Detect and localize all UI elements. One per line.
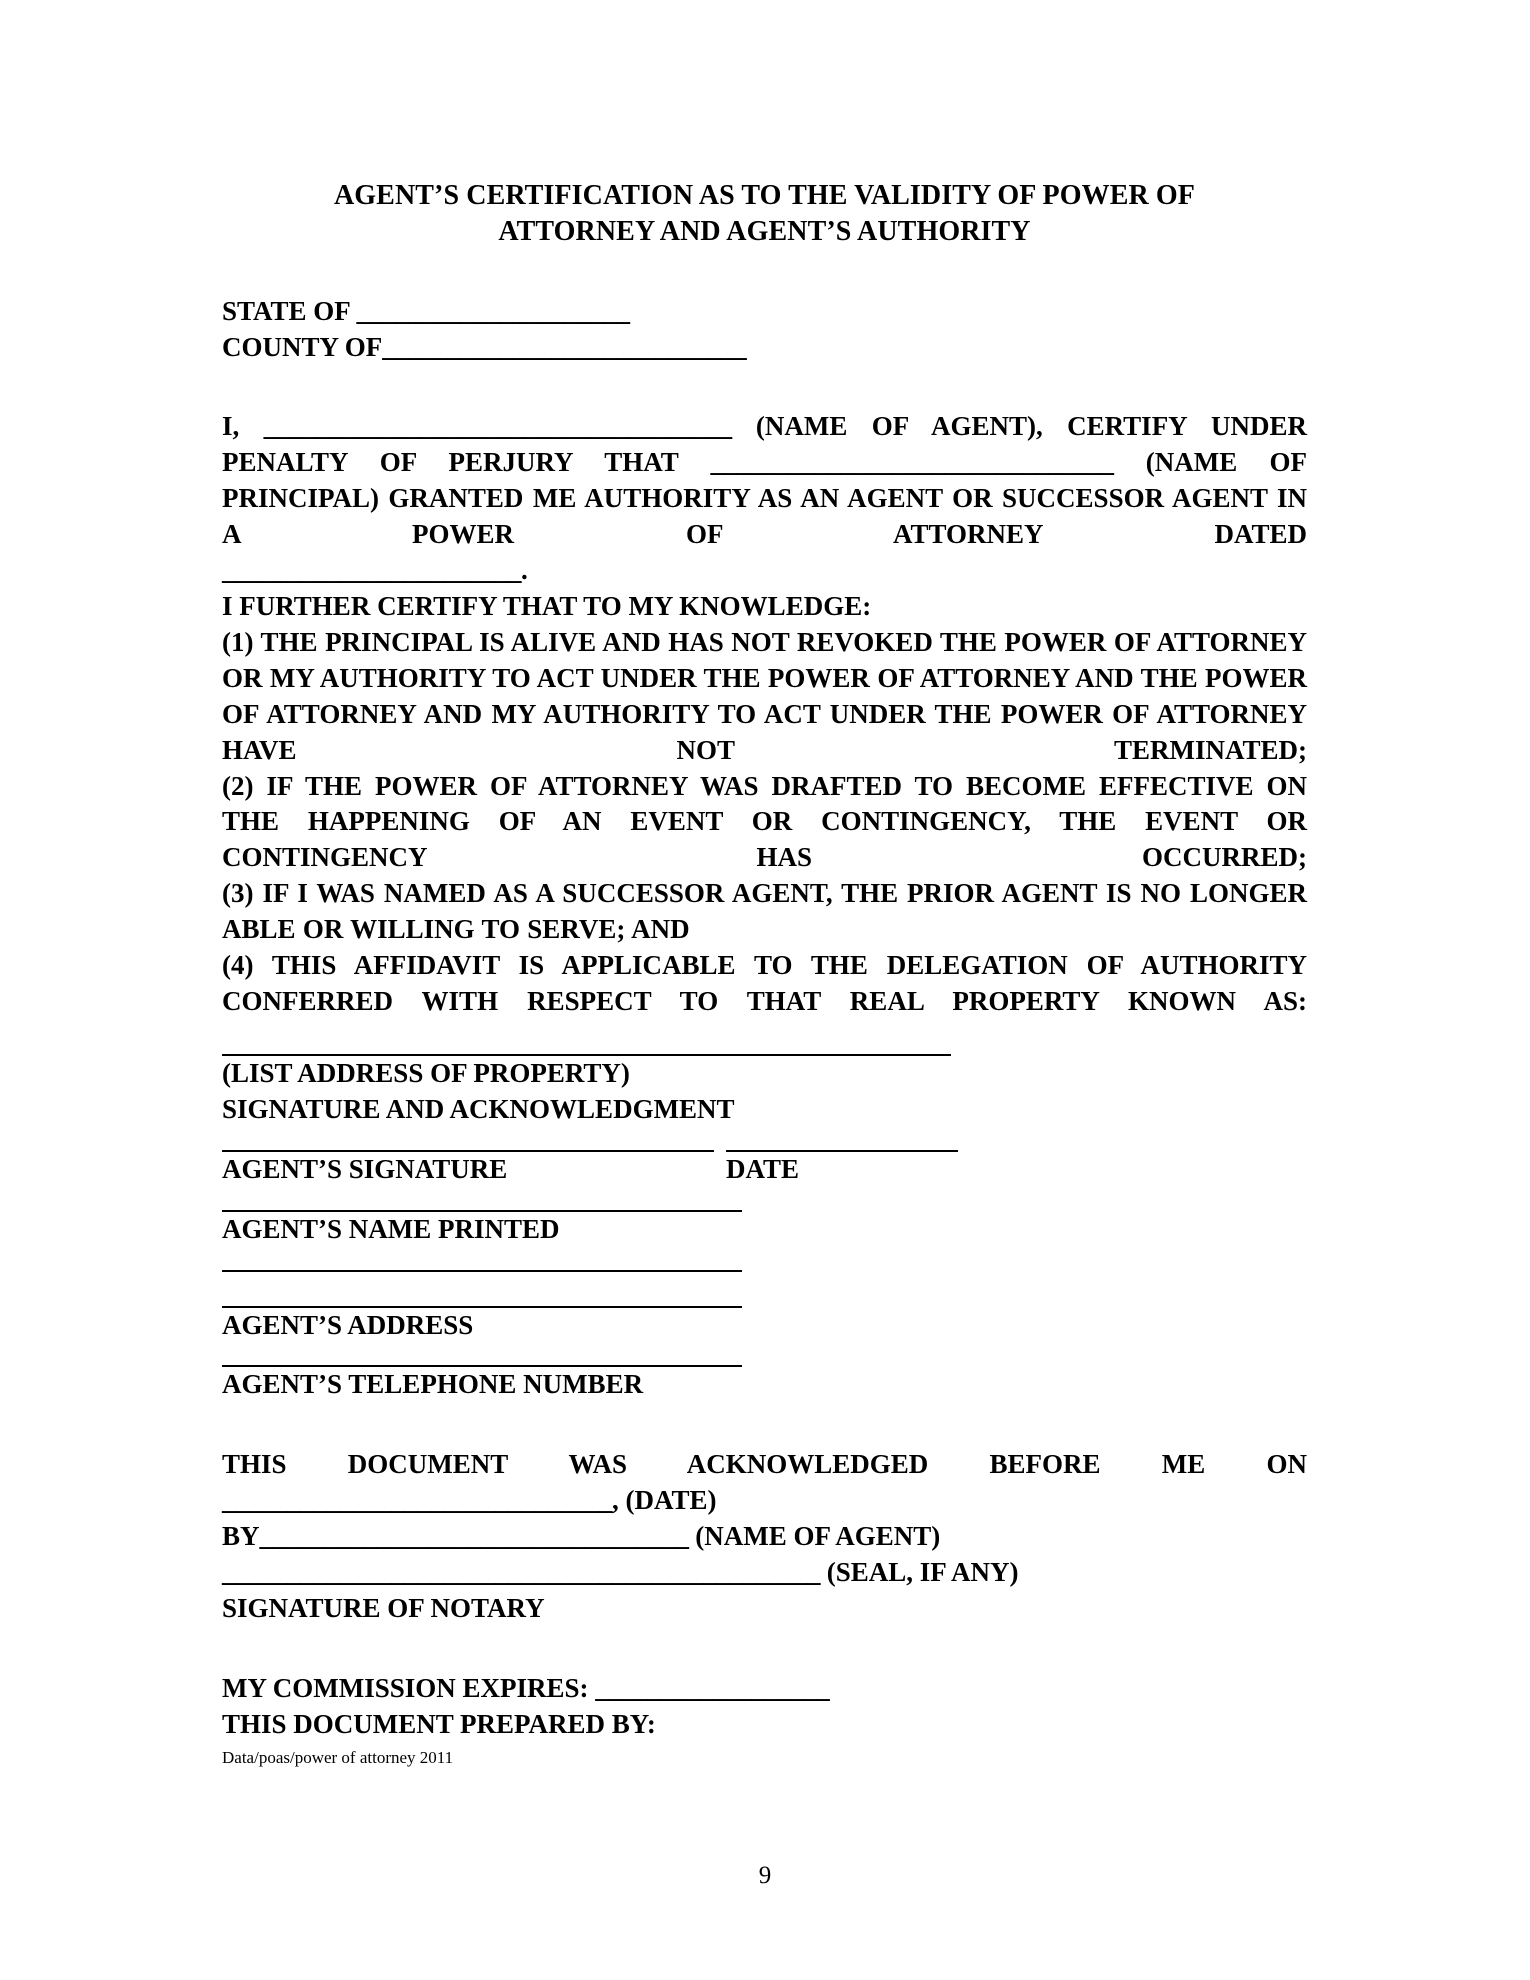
county-of-blank[interactable]: ____________________________	[382, 331, 747, 362]
acknowledgment-by-label: BY	[222, 1521, 260, 1552]
date-label: DATE	[726, 1153, 800, 1184]
seal-caption: (SEAL, IF ANY)	[826, 1557, 1019, 1588]
spacer	[222, 1020, 1307, 1054]
state-of-label: STATE OF	[222, 295, 357, 326]
title-line-2: ATTORNEY AND AGENT’S AUTHORITY	[498, 215, 1031, 247]
spacer	[222, 1343, 1307, 1365]
agent-address-label: AGENT’S ADDRESS	[222, 1309, 474, 1340]
commission-expires-line	[222, 1671, 1307, 1707]
agent-name-printed-label: AGENT’S NAME PRINTED	[222, 1213, 560, 1244]
notary-signature-label: SIGNATURE OF NOTARY	[222, 1592, 545, 1623]
acknowledgment-date-blank[interactable]: ______________________________	[222, 1485, 612, 1516]
title-line-1: AGENT’S CERTIFICATION AS TO THE VALIDITY OF POWER OF	[333, 180, 1195, 211]
power-of-attorney-date-blank[interactable]: _______________________	[222, 555, 521, 586]
acknowledgment-date-caption: , (DATE)	[612, 1485, 717, 1516]
prepared-by-label: THIS DOCUMENT PREPARED BY:	[222, 1708, 656, 1739]
date-period: .	[521, 555, 528, 586]
spacer	[222, 365, 1307, 409]
agent-name-blank[interactable]: ____________________________________	[263, 411, 732, 442]
spacer	[222, 1272, 1307, 1306]
state-of-line	[222, 294, 1307, 330]
certification-intro-prefix: I,	[222, 411, 240, 442]
spacer	[222, 250, 1307, 294]
page-number: 9	[758, 1862, 772, 1889]
acknowledgment-by-blank[interactable]: _________________________________	[259, 1521, 689, 1552]
spacer	[222, 1627, 1307, 1671]
notary-seal-line	[222, 1555, 1307, 1591]
power-of-attorney-date-line	[222, 553, 1307, 589]
spacer	[222, 1403, 1307, 1447]
county-of-label: COUNTY OF	[222, 331, 383, 362]
clause-1: (1) THE PRINCIPAL IS ALIVE AND HAS NOT REVOKED THE POWER OF ATTORNEY OR MY AUTHORITY TO ACT UNDER THE POWER OF ATTORNEY AND THE POWER OF ATTORNEY AND MY AUTHORITY TO ACT UNDER THE POWER OF ATTORNEY HAVE NOT TERMINATED;	[222, 626, 1307, 765]
state-of-blank[interactable]: _____________________	[356, 295, 630, 326]
certification-intro-after: (NAME OF AGENT), CERTIFY UNDER PENALTY OF PERJURY THAT	[222, 411, 1308, 478]
spacer	[222, 1248, 1307, 1270]
acknowledgment-date-line	[222, 1483, 1307, 1519]
agent-signature-label: AGENT’S SIGNATURE	[222, 1153, 508, 1184]
principal-name-blank[interactable]: _______________________________	[710, 447, 1114, 478]
spacer	[222, 1188, 1307, 1210]
county-of-line	[222, 330, 1307, 366]
certification-paragraph	[222, 409, 1307, 553]
clause-3: (3) IF I WAS NAMED AS A SUCCESSOR AGENT, THE PRIOR AGENT IS NO LONGER ABLE OR WILLING TO SERVE; AND	[222, 878, 1307, 945]
acknowledgment-lead-in: THIS DOCUMENT WAS ACKNOWLEDGED BEFORE ME ON	[222, 1449, 1307, 1480]
clause-4: (4) THIS AFFIDAVIT IS APPLICABLE TO THE DELEGATION OF AUTHORITY CONFERRED WITH RESPECT TO THAT REAL PROPERTY KNOWN AS:	[222, 950, 1307, 1016]
agent-telephone-label: AGENT’S TELEPHONE NUMBER	[222, 1369, 644, 1400]
signature-acknowledgment-heading: SIGNATURE AND ACKNOWLEDGMENT	[222, 1093, 735, 1124]
document-content	[222, 178, 1307, 1768]
further-certify-line: I FURTHER CERTIFY THAT TO MY KNOWLEDGE:	[222, 591, 872, 621]
certification-principal-after: (NAME OF PRINCIPAL) GRANTED ME AUTHORITY AS AN AGENT OR SUCCESSOR AGENT IN A POWER OF ATTORNEY DATED	[222, 447, 1307, 550]
notary-signature-blank[interactable]: ______________________________________________	[222, 1557, 820, 1588]
property-address-caption: (LIST ADDRESS OF PROPERTY)	[222, 1057, 630, 1088]
acknowledgment-by-line	[222, 1519, 1307, 1555]
commission-expires-label: MY COMMISSION EXPIRES:	[222, 1672, 596, 1703]
clause-2: (2) IF THE POWER OF ATTORNEY WAS DRAFTED TO BECOME EFFECTIVE ON THE HAPPENING OF AN EVENT OR CONTINGENCY, THE EVENT OR CONTINGENCY HAS OCCURRED;	[222, 770, 1307, 873]
signature-date-label-row	[222, 1152, 1307, 1188]
commission-expires-blank[interactable]: __________________	[595, 1672, 830, 1703]
spacer	[222, 1128, 1307, 1150]
prepared-by-note: Data/poas/power of attorney 2011	[222, 1747, 454, 1767]
acknowledgment-by-caption: (NAME OF AGENT)	[695, 1521, 941, 1552]
page-title	[222, 178, 1307, 250]
